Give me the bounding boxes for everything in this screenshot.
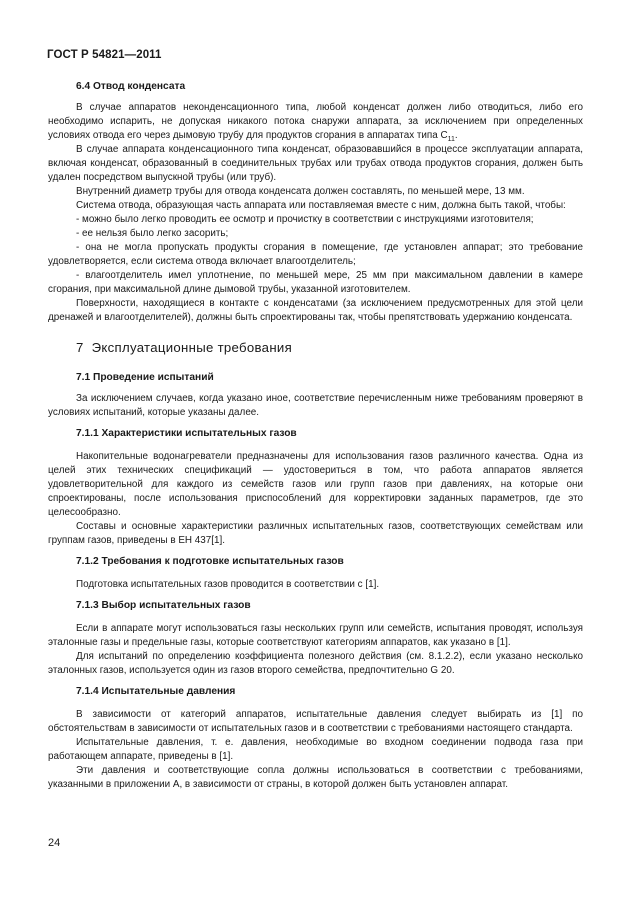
section-7-1-2-heading: 7.1.2 Требования к подготовке испытательных газов xyxy=(76,556,344,567)
document-body xyxy=(48,80,583,792)
paragraph: Испытательные давления, т. е. давления, необходимые во входном соединении подвода газа при работающем аппарате, приведены в [1]. xyxy=(48,737,583,762)
paragraph: За исключением случаев, когда указано иное, соответствие перечисленным ниже требованиям проверяют в условиях испытаний, которые указаны далее. xyxy=(48,393,583,418)
paragraph: Поверхности, находящиеся в контакте с конденсатами (за исключением предусмотренных для этой цели дренажей и влагоотделителей), должны быть спроектированы так, чтобы препятствовать удержанию конденсата. xyxy=(48,298,583,323)
paragraph: Для испытаний по определению коэффициента полезного действия (см. 8.1.2.2), если указано несколько эталонных газов, используется один из газов второго семейства, предпочтительно G 20. xyxy=(48,651,583,676)
section-6-4-heading: 6.4 Отвод конденсата xyxy=(76,81,186,92)
paragraph: Подготовка испытательных газов проводится в соответствии с [1]. xyxy=(76,579,380,590)
section-7-1-1-heading: 7.1.1 Характеристики испытательных газов xyxy=(76,428,297,439)
paragraph: Накопительные водонагреватели предназначены для использования газов различного качества. Одна из целей этих технических спецификаций — удостовериться в том, что работа аппаратов является удовлетворительной для каждого из семейств газов или групп газов при давлениях, на которые они спроектированы, после использования приспособлений для корректировки заданных параметров, где это целесообразно. xyxy=(48,451,583,518)
section-7-1-4-heading: 7.1.4 Испытательные давления xyxy=(76,686,236,697)
page-number: 24 xyxy=(48,837,61,849)
list-item: - можно было легко проводить ее осмотр и прочистку в соответствии с инструкциями изготовителя; xyxy=(76,214,534,225)
paragraph: Если в аппарате могут использоваться газы нескольких групп или семейств, испытания проводят, используя эталонные газы и предельные газы, которые соответствуют категориям аппаратов, как указано в [1]. xyxy=(48,623,583,648)
paragraph: Внутренний диаметр трубы для отвода конденсата должен составлять, по меньшей мере, 13 мм. xyxy=(76,186,525,197)
section-7-1-3-heading: 7.1.3 Выбор испытательных газов xyxy=(76,600,251,611)
paragraph: Эти давления и соответствующие сопла должны использоваться в соответствии с требованиями, указанными в приложении А, в зависимости от страны, в которой должен быть установлен аппарат. xyxy=(48,765,583,790)
list-item: - ее нельзя было легко засорить; xyxy=(76,228,229,239)
paragraph: Составы и основные характеристики различных испытательных газов, соответствующих семействам или группам газов, приведены в ЕН 437[1]. xyxy=(48,521,583,546)
paragraph: В случае аппарата конденсационного типа конденсат, образовавшийся в процессе эксплуатации аппарата, включая конденсат, образованный в соединительных трубах или трубах отвода продуктов сгорания, должен быть удален посредством выпускной трубы (или труб). xyxy=(48,144,583,183)
list-item: - влагоотделитель имел уплотнение, по меньшей мере, 25 мм при максимальном давлении в камере сгорания, при максимальной длине дымовой трубы, указанной изготовителем. xyxy=(48,270,583,295)
section-7-1-heading: 7.1 Проведение испытаний xyxy=(76,372,214,383)
paragraph: Система отвода, образующая часть аппарата или поставляемая вместе с ним, должна быть такой, чтобы: xyxy=(76,200,566,211)
section-7-heading: 7 Эксплуатационные требования xyxy=(76,340,293,355)
paragraph: В зависимости от категорий аппаратов, испытательные давления следует выбирать из [1] по обстоятельствам в зависимости от испытательных газов и в соответствии с требованиями настоящего стандарта. xyxy=(48,709,583,734)
paragraph: В случае аппаратов неконденсационного типа, любой конденсат должен либо отводиться, либо его необходимо испарить, не допуская никакого потока снаружи аппарата, за исключением при определенных условиях отвода его через дымовую трубу для продуктов сгорания в аппаратах типа $С_{11}$. xyxy=(48,102,583,143)
document-header: ГОСТ Р 54821—2011 xyxy=(47,49,162,61)
list-item: - она не могла пропускать продукты сгорания в помещение, где установлен аппарат; это требование удовлетворяется, если система отвода включает влагоотделитель; xyxy=(48,242,583,267)
